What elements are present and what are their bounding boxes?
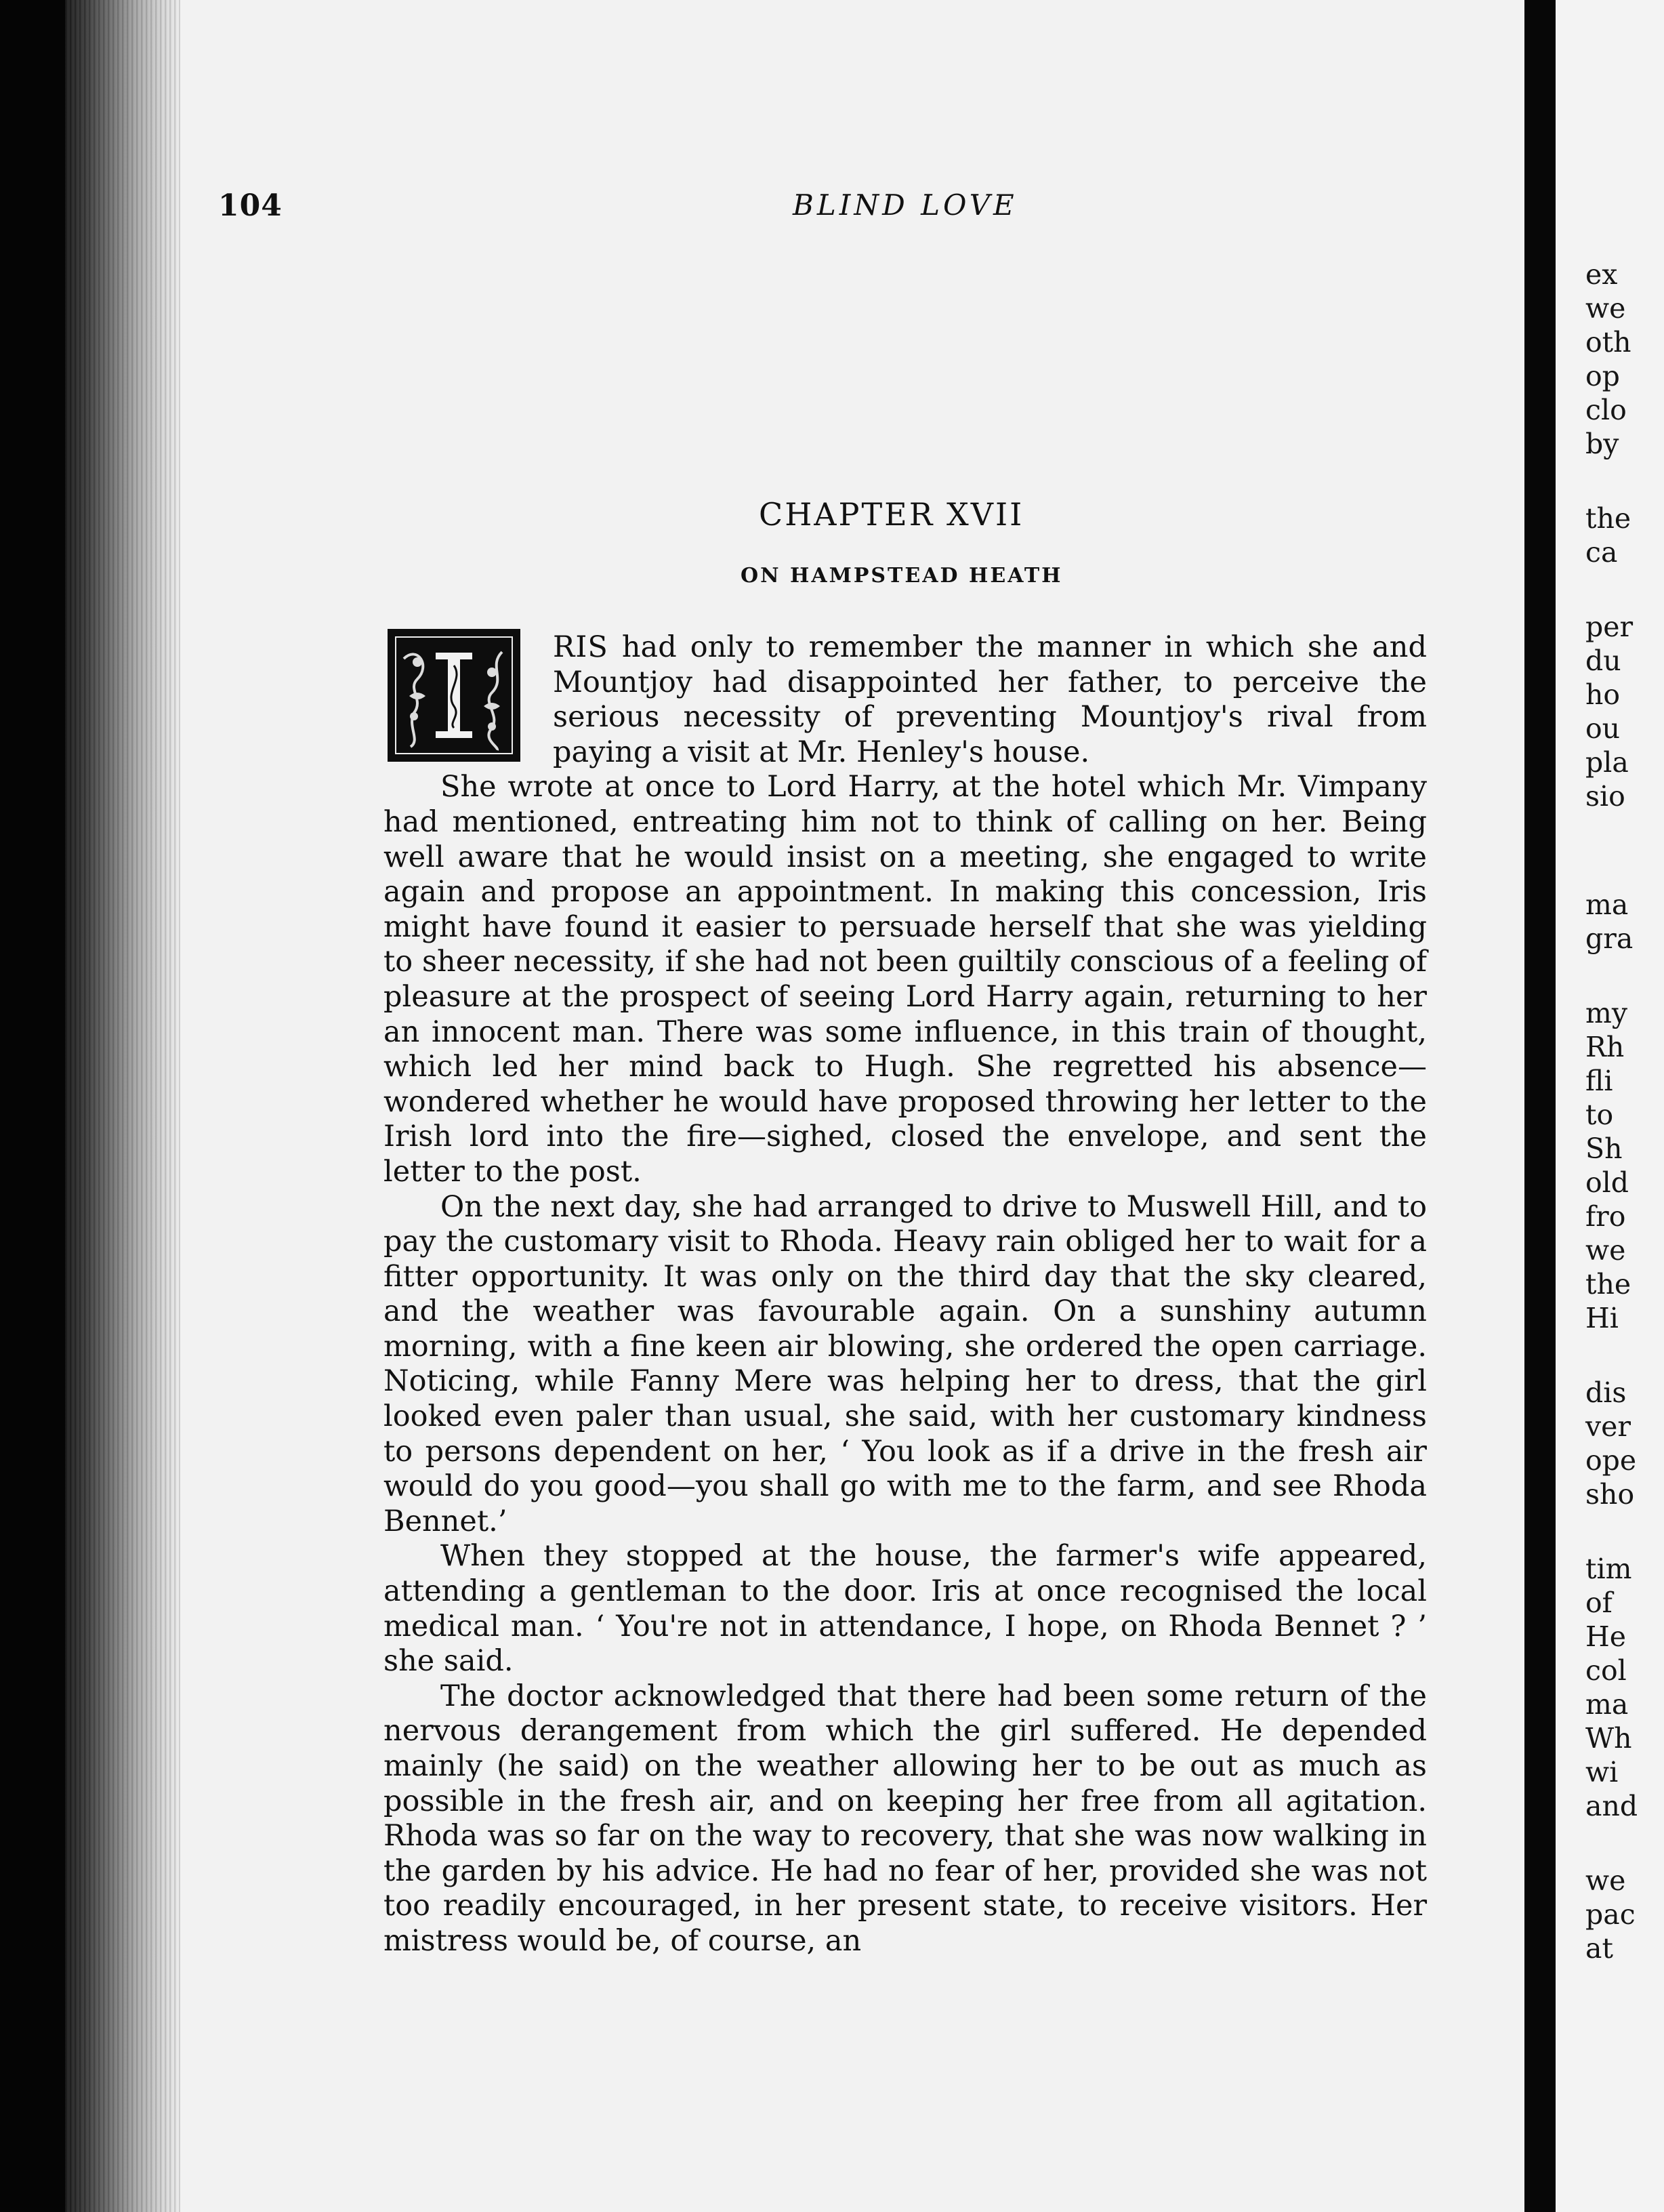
facing-page-line-fragment: oth bbox=[1585, 326, 1631, 359]
facing-page-line-fragment: sio bbox=[1585, 780, 1625, 813]
chapter-body bbox=[383, 630, 1427, 1959]
page-edges bbox=[65, 0, 180, 2212]
facing-page-line-fragment: ver bbox=[1585, 1410, 1631, 1443]
facing-page-line-fragment: per bbox=[1585, 611, 1634, 643]
facing-page-line-fragment: and bbox=[1585, 1790, 1638, 1822]
facing-page-line-fragment: old bbox=[1585, 1166, 1629, 1199]
facing-page-line-fragment: at bbox=[1585, 1932, 1613, 1965]
facing-page-line-fragment: Hi bbox=[1585, 1302, 1619, 1334]
facing-page-line-fragment: the bbox=[1585, 1268, 1631, 1300]
facing-page-line-fragment: ou bbox=[1585, 712, 1621, 745]
facing-page-line-fragment: tim bbox=[1585, 1553, 1632, 1585]
facing-page-line-fragment: pla bbox=[1585, 746, 1629, 779]
facing-page-line-fragment: of bbox=[1585, 1586, 1613, 1619]
facing-page-line-fragment: dis bbox=[1585, 1376, 1627, 1409]
facing-page-line-fragment: He bbox=[1585, 1620, 1627, 1653]
facing-page-line-fragment: col bbox=[1585, 1654, 1627, 1687]
facing-page-line-fragment: by bbox=[1585, 428, 1619, 460]
facing-page-line-fragment: we bbox=[1585, 1864, 1626, 1897]
facing-page-line-fragment: op bbox=[1585, 360, 1620, 392]
facing-page-line-fragment: fro bbox=[1585, 1200, 1626, 1233]
facing-page-line-fragment: ma bbox=[1585, 1688, 1629, 1721]
chapter-title: CHAPTER XVII bbox=[759, 496, 1024, 533]
facing-page-line-fragment: wi bbox=[1585, 1756, 1619, 1788]
facing-page-fragment bbox=[1556, 0, 1664, 2212]
book-gutter bbox=[1524, 0, 1556, 2212]
facing-page-line-fragment: the bbox=[1585, 502, 1631, 535]
facing-page-line-fragment: pac bbox=[1585, 1898, 1636, 1931]
facing-page-line-fragment: du bbox=[1585, 644, 1621, 677]
facing-page-line-fragment: Sh bbox=[1585, 1132, 1623, 1165]
facing-page-line-fragment: Rh bbox=[1585, 1031, 1625, 1063]
facing-page-line-fragment: clo bbox=[1585, 394, 1627, 426]
facing-page-line-fragment: sho bbox=[1585, 1478, 1635, 1511]
facing-page-line-fragment: ope bbox=[1585, 1444, 1637, 1477]
paragraph-4: When they stopped at the house, the farmer's wife appeared, attending a gentleman to the door. Iris at once recognised the local medical man. ‘ You're not in attendance, I hope, on Rhoda Bennet ? ’ she said. bbox=[383, 1539, 1427, 1679]
page-number: 104 bbox=[218, 188, 283, 223]
paragraph-1-text: had only to remember the manner in which she and Mountjoy had disappointed her father, to perceive the serious necessity of preventing Mountjoy's rival from paying a visit at Mr. Henley's house. bbox=[553, 630, 1427, 769]
facing-page-line-fragment: ex bbox=[1585, 258, 1618, 291]
facing-page-line-fragment: ca bbox=[1585, 536, 1618, 569]
facing-page-line-fragment: ma bbox=[1585, 888, 1629, 921]
facing-page-line-fragment: we bbox=[1585, 292, 1626, 325]
chapter-subtitle: ON HAMPSTEAD HEATH bbox=[741, 564, 1063, 588]
facing-page-line-fragment: fli bbox=[1585, 1065, 1613, 1097]
facing-page-line-fragment: to bbox=[1585, 1099, 1614, 1131]
paragraph-2: She wrote at once to Lord Harry, at the hotel which Mr. Vimpany had mentioned, entreating him not to think of calling on her. Being well aware that he would insist on a meeting, she engaged to write again and propose an appointment. In making this concession, Iris might have found it easier to persuade herself that she was yielding to sheer necessity, if she had not been guiltily conscious of a feeling of pleasure at the prospect of seeing Lord Harry again, returning to her an innocent man. There was some influence, in this train of thought, which led her mind back to Hugh. She regretted his absence—wondered whether he would have proposed throwing her letter to the Irish lord into the fire—sighed, closed the envelope, and sent the letter to the post. bbox=[383, 770, 1427, 1189]
paragraph-5: The doctor acknowledged that there had been some return of the nervous derangement from which the girl suffered. He depended mainly (he said) on the weather allowing her to be out as much as possible in the fresh air, and on keeping her free from all agitation. Rhoda was so far on the way to recovery, that she was now walking in the garden by his advice. He had no fear of her, provided she was not too readily encouraged, in her present state, to receive visitors. Her mistress would be, of course, an bbox=[383, 1679, 1427, 1958]
paragraph-1 bbox=[383, 630, 1427, 770]
paragraph-3: On the next day, she had arranged to drive to Muswell Hill, and to pay the customary visit to Rhoda. Heavy rain obliged her to wait for a fitter opportunity. It was only on the third day that the sky cleared, and the weather was favourable again. On a sunshiny autumn morning, with a fine keen air blowing, she ordered the open carriage. Noticing, while Fanny Mere was helping her to dress, that the girl looked even paler than usual, she said, with her customary kindness to persons dependent on her, ‘ You look as if a drive in the fresh air would do you good—you shall go with me to the farm, and see Rhoda Bennet.’ bbox=[383, 1189, 1427, 1538]
drop-cap-spacer bbox=[383, 630, 553, 766]
facing-page-line-fragment: gra bbox=[1585, 922, 1634, 955]
facing-page-line-fragment: we bbox=[1585, 1234, 1626, 1267]
running-head: BLIND LOVE bbox=[793, 188, 1018, 222]
facing-page-line-fragment: my bbox=[1585, 997, 1628, 1029]
binding-shadow bbox=[0, 0, 65, 2212]
facing-page-line-fragment: Wh bbox=[1585, 1722, 1632, 1755]
first-word-rest: RIS bbox=[553, 630, 608, 664]
facing-page-line-fragment: ho bbox=[1585, 678, 1621, 711]
